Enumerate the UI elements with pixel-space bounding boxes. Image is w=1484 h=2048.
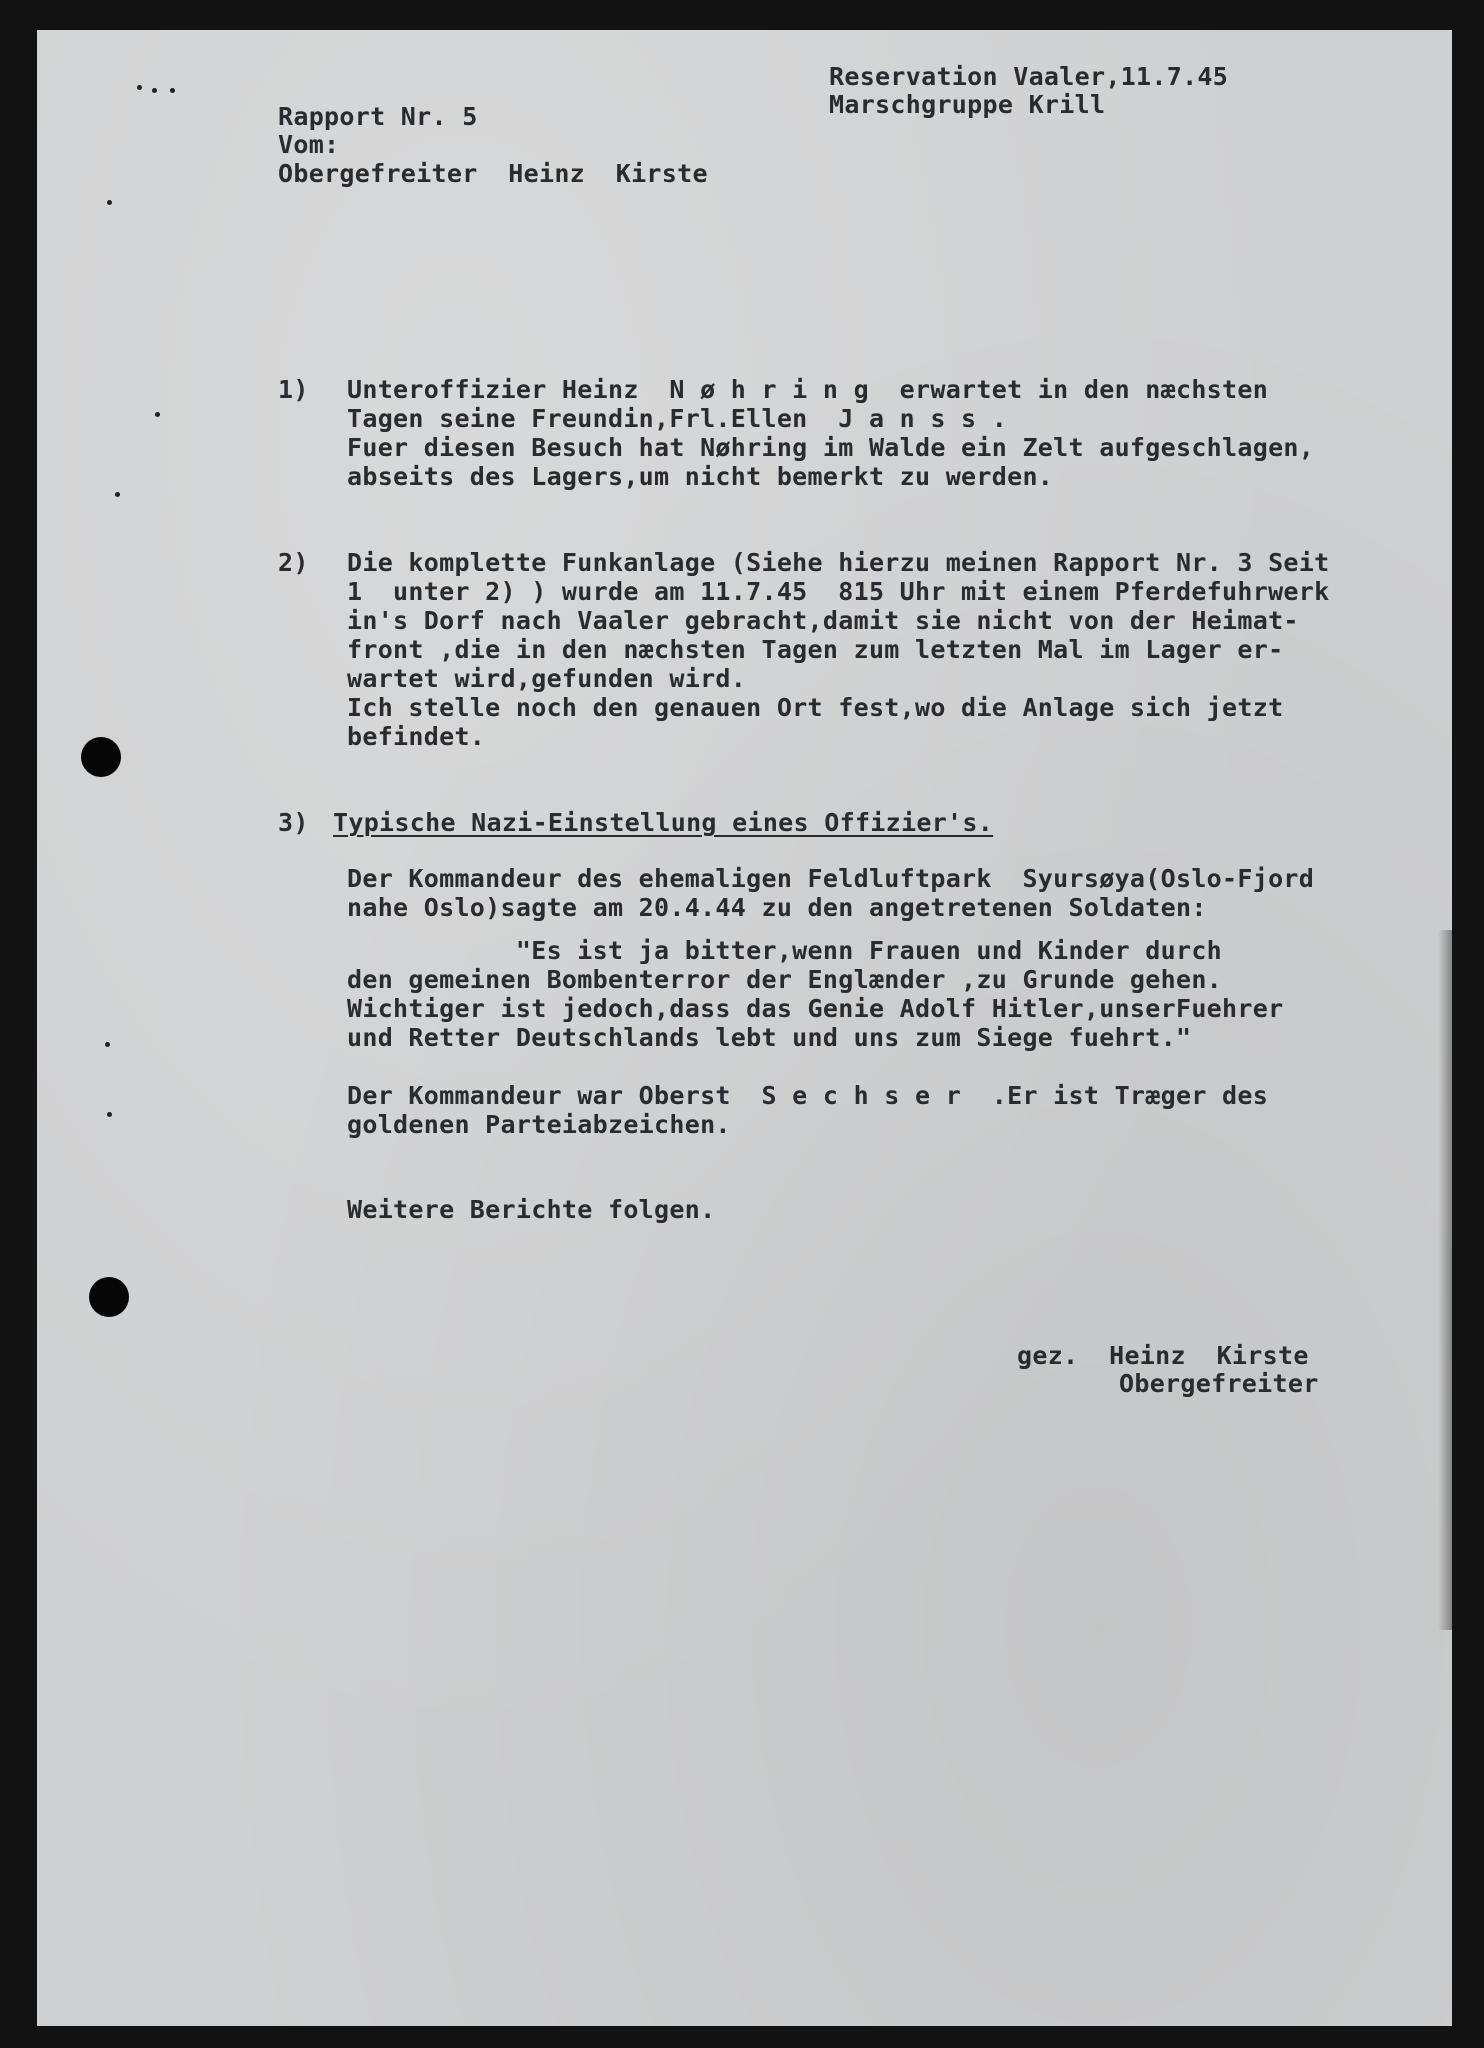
margin-speck xyxy=(105,1042,110,1047)
march-group: Marschgruppe Krill xyxy=(829,90,1106,119)
item-line: abseits des Lagers,um nicht bemerkt zu werden. xyxy=(347,462,1054,491)
signature-name: gez. Heinz Kirste xyxy=(1017,1341,1309,1370)
report-number: Rapport Nr. 5 xyxy=(278,102,478,131)
page-edge-shadow xyxy=(1438,930,1452,1630)
quote-line: den gemeinen Bombenterror der Englænder ,zu Grunde gehen. xyxy=(347,965,1223,994)
item-line: wartet wird,gefunden wird. xyxy=(347,664,747,693)
item-line: front ,die in den næchsten Tagen zum letzten Mal im Lager er- xyxy=(347,635,1284,664)
item-heading: Typische Nazi-Einstellung eines Offizier's. xyxy=(333,808,994,837)
item-line: in's Dorf nach Vaaler gebracht,damit sie nicht von der Heimat- xyxy=(347,606,1299,635)
item-line: goldenen Parteiabzeichen. xyxy=(347,1110,731,1139)
item-number: 3) xyxy=(278,808,309,837)
from-label: Vom: xyxy=(278,130,340,159)
item-line: befindet. xyxy=(347,722,486,751)
item-line: Die komplette Funkanlage (Siehe hierzu meinen Rapport Nr. 3 Seit xyxy=(347,548,1330,577)
closing-line: Weitere Berichte folgen. xyxy=(347,1195,716,1224)
item-number: 1) xyxy=(278,375,309,404)
author-line: Obergefreiter Heinz Kirste xyxy=(278,159,708,188)
signature-rank: Obergefreiter xyxy=(1119,1369,1319,1398)
item-line: Unteroffizier Heinz N ø h r i n g erwartet in den næchsten xyxy=(347,375,1269,404)
punch-hole xyxy=(89,1277,129,1317)
margin-speck xyxy=(152,88,157,93)
margin-speck xyxy=(170,88,175,93)
item-line: Der Kommandeur war Oberst S e c h s e r .Er ist Træger des xyxy=(347,1081,1269,1110)
margin-speck xyxy=(137,85,142,90)
item-number: 2) xyxy=(278,548,309,577)
quote-line: und Retter Deutschlands lebt und uns zum Siege fuehrt." xyxy=(347,1023,1192,1052)
item-line: nahe Oslo)sagte am 20.4.44 zu den angetretenen Soldaten: xyxy=(347,893,1207,922)
margin-speck xyxy=(115,492,120,497)
item-line: Fuer diesen Besuch hat Nøhring im Walde ein Zelt aufgeschlagen, xyxy=(347,433,1315,462)
item-line: Der Kommandeur des ehemaligen Feldluftpark Syursøya(Oslo-Fjord xyxy=(347,864,1315,893)
quote-line: "Es ist ja bitter,wenn Frauen und Kinder durch xyxy=(347,936,1223,965)
place-date: Reservation Vaaler,11.7.45 xyxy=(829,62,1229,91)
quote-line: Wichtiger ist jedoch,dass das Genie Adolf Hitler,unserFuehrer xyxy=(347,994,1284,1023)
margin-speck xyxy=(107,200,112,205)
punch-hole xyxy=(81,737,121,777)
margin-speck xyxy=(155,412,160,417)
item-line: 1 unter 2) ) wurde am 11.7.45 815 Uhr mit einem Pferdefuhrwerk xyxy=(347,577,1330,606)
margin-speck xyxy=(107,1112,112,1117)
item-line: Ich stelle noch den genauen Ort fest,wo die Anlage sich jetzt xyxy=(347,693,1284,722)
item-line: Tagen seine Freundin,Frl.Ellen J a n s s . xyxy=(347,404,1008,433)
